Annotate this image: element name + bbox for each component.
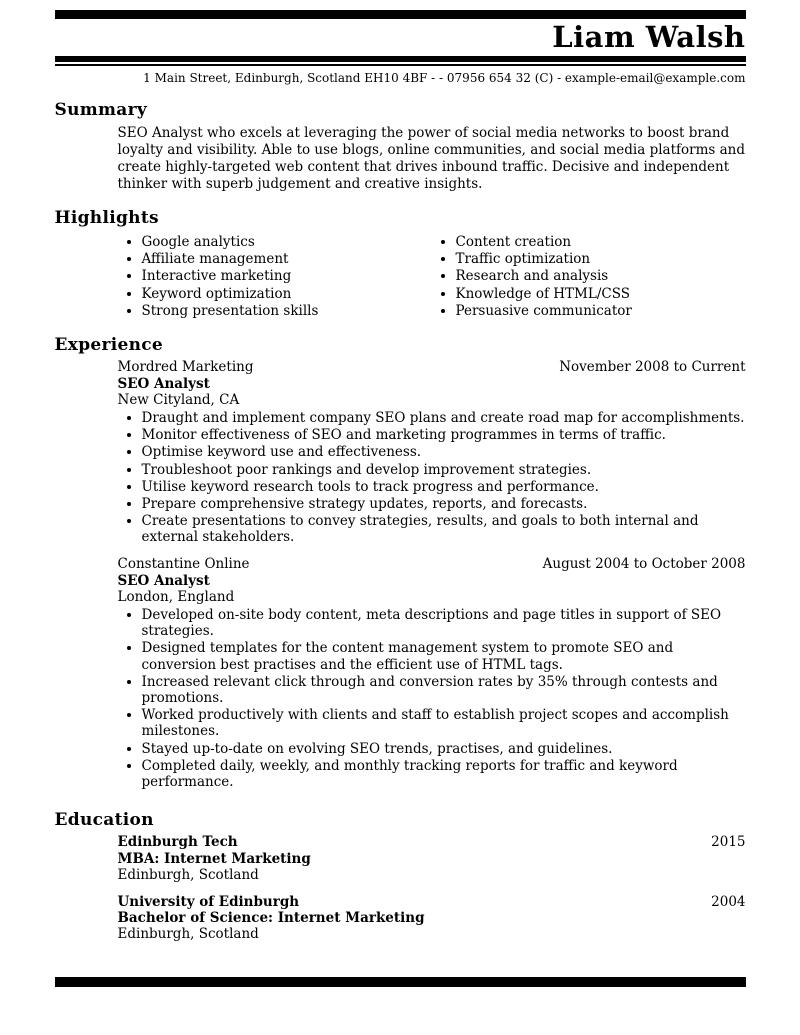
summary-section [55,91,746,198]
education-entry [118,834,746,883]
job-bullet: • Troubleshoot poor rankings and develop improvement strategies. [142,462,746,478]
job-entry [118,359,746,545]
highlight-item: • Knowledge of HTML/CSS [456,286,746,302]
education-entry [118,894,746,943]
job-bullet: • Create presentations to convey strategies, results, and goals to both internal and external stakeholders. [142,513,746,545]
job-company: Constantine Online [117,556,250,573]
job-bullet: • Worked productively with clients and staff to establish project scopes and accomplish milestones. [142,707,746,739]
highlight-item: • Affiliate management [142,251,432,267]
school-name: University of Edinburgh [117,894,300,911]
job-entry [118,556,746,790]
highlight-item: • Interactive marketing [142,268,432,284]
job-bullet: • Draught and implement company SEO plans and create road map for accomplishments. [142,410,746,426]
job-title: SEO Analyst [117,375,210,392]
highlights-section [55,199,746,326]
school-name: Edinburgh Tech [117,834,238,851]
school-header-row [118,834,746,850]
job-bullet: • Completed daily, weekly, and monthly tracking reports for traffic and keyword performance. [142,758,746,790]
job-bullet: • Designed templates for the content management system to promote SEO and conversion best practises and the efficient use of HTML tags. [142,640,746,672]
job-bullet: • Increased relevant click through and conversion rates by 35% through contests and promotions. [142,674,746,706]
school-location: Edinburgh, Scotland [117,926,259,943]
experience-section [55,326,746,801]
top-rule [55,10,746,19]
bottom-rule [55,977,746,987]
education-heading: Education [54,810,154,831]
person-name: Liam Walsh [552,20,746,54]
summary-text: SEO Analyst who excels at leveraging the power of social media networks to boost brand loyalty and visibility. Able to use blogs, online communities, and social media platforms and create highly-targeted web content that drives inbound traffic. Decisive and independent thinker with superb judgement and creative insights. [117,124,746,192]
job-dates: November 2008 to Current [559,359,746,376]
graduation-year: 2004 [711,894,746,911]
highlights-heading: Highlights [54,207,159,228]
job-title: SEO Analyst [117,572,210,589]
highlights-columns [118,232,746,326]
job-bullet: • Prepare comprehensive strategy updates, reports, and forecasts. [142,496,746,512]
job-location: New Cityland, CA [117,391,240,408]
job-header-row [118,556,746,572]
job-bullet: • Optimise keyword use and effectiveness. [142,444,746,460]
contact-line: 1 Main Street, Edinburgh, Scotland EH10 4BF - - 07956 654 32 (C) - example-email@example.com [143,70,746,85]
resume-footer [55,977,746,1035]
job-bullet: • Monitor effectiveness of SEO and marketing programmes in terms of traffic. [142,427,746,443]
degree: MBA: Internet Marketing [117,850,311,867]
education-section [55,801,746,954]
job-dates: August 2004 to October 2008 [542,556,746,573]
resume-content [55,0,746,1035]
graduation-year: 2015 [711,834,746,851]
highlight-item: • Persuasive communicator [456,303,746,319]
school-header-row [118,894,746,910]
experience-heading: Experience [54,335,164,355]
job-company: Mordred Marketing [117,359,254,376]
job-bullet: • Utilise keyword research tools to track progress and performance. [142,479,746,495]
name-rule [55,56,746,66]
highlights-right-list [432,234,746,320]
job-bullet-list [118,607,746,790]
highlight-item: • Keyword optimization [142,286,432,302]
job-header-row [118,359,746,375]
degree: Bachelor of Science: Internet Marketing [117,910,425,927]
job-bullet: • Stayed up-to-date on evolving SEO trends, practises, and guidelines. [142,741,746,757]
school-location: Edinburgh, Scotland [117,866,259,883]
job-bullet-list [118,410,746,546]
resume-header [55,10,746,91]
highlight-item: • Google analytics [142,234,432,250]
highlight-item: • Content creation [456,234,746,250]
summary-heading: Summary [54,100,148,121]
highlight-item: • Traffic optimization [456,251,746,267]
job-location: London, England [117,588,235,605]
job-bullet: • Developed on-site body content, meta descriptions and page titles in support of SEO strategies. [142,607,746,639]
highlight-item: • Research and analysis [456,268,746,284]
highlights-left-list [118,234,432,320]
highlight-item: • Strong presentation skills [142,303,432,319]
